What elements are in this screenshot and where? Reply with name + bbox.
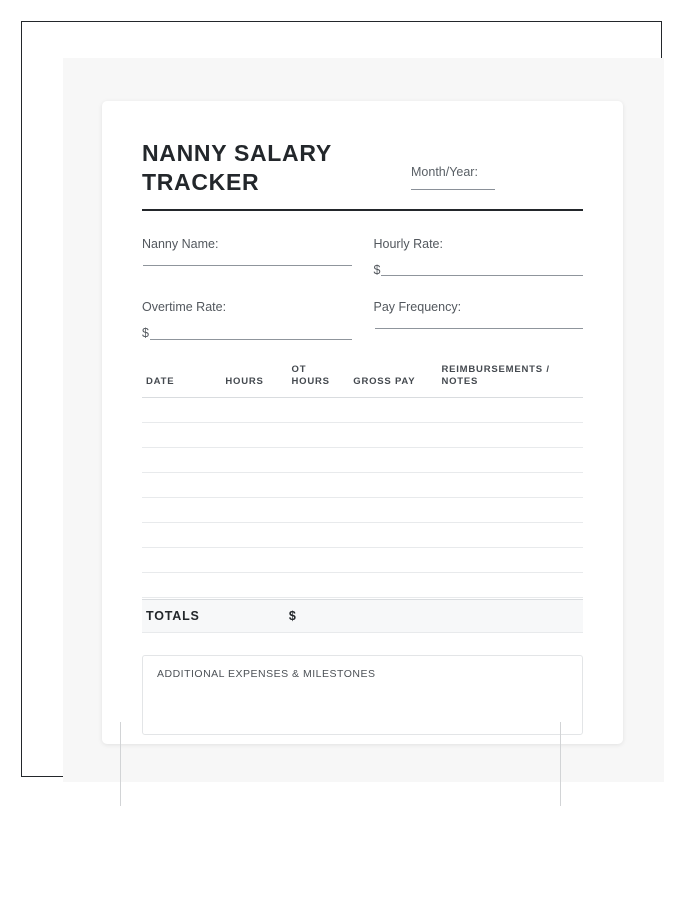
- hourly-rate-input-line[interactable]: [381, 274, 583, 276]
- hourly-rate-label: Hourly Rate:: [373, 236, 443, 251]
- table-row[interactable]: [142, 472, 583, 497]
- hourly-rate-currency-symbol: $: [373, 262, 381, 277]
- additional-expenses-box[interactable]: [142, 655, 583, 735]
- document-viewport-frame: [21, 21, 662, 777]
- table-header-row: [142, 364, 583, 397]
- cell-gross-pay[interactable]: [349, 422, 437, 447]
- overtime-rate-label: Overtime Rate:: [142, 300, 227, 315]
- table-row[interactable]: [142, 547, 583, 572]
- table-row[interactable]: [142, 497, 583, 522]
- document-sheet: [102, 101, 623, 744]
- cell-hours[interactable]: [221, 572, 287, 597]
- cell-gross-pay[interactable]: [349, 547, 437, 572]
- cell-hours[interactable]: [221, 547, 287, 572]
- column-header-ot-hours: OT HOURS: [291, 363, 330, 387]
- cell-gross-pay[interactable]: [349, 572, 437, 597]
- cell-ot-hours[interactable]: [288, 497, 350, 522]
- totals-label: TOTALS: [146, 608, 200, 623]
- cell-ot-hours[interactable]: [288, 522, 350, 547]
- cell-gross-pay[interactable]: [349, 522, 437, 547]
- cell-ot-hours[interactable]: [288, 397, 350, 422]
- cell-gross-pay[interactable]: [349, 472, 437, 497]
- cell-date[interactable]: [142, 522, 221, 547]
- month-year-field[interactable]: [411, 165, 583, 190]
- cell-notes[interactable]: [437, 447, 583, 472]
- cell-ot-hours[interactable]: [288, 447, 350, 472]
- table-row[interactable]: [142, 572, 583, 597]
- month-year-label: Month/Year:: [411, 165, 478, 179]
- nanny-name-label: Nanny Name:: [142, 236, 219, 251]
- pay-frequency-label: Pay Frequency:: [373, 300, 462, 315]
- cell-ot-hours[interactable]: [288, 472, 350, 497]
- column-header-date: DATE: [146, 375, 175, 387]
- table-row[interactable]: [142, 522, 583, 547]
- cell-date[interactable]: [142, 572, 221, 597]
- cell-date[interactable]: [142, 422, 221, 447]
- cell-date[interactable]: [142, 497, 221, 522]
- cell-notes[interactable]: [437, 472, 583, 497]
- page-clip-guide-right: [560, 722, 561, 806]
- additional-expenses-title: ADDITIONAL EXPENSES & MILESTONES: [157, 667, 376, 680]
- cell-ot-hours[interactable]: [288, 547, 350, 572]
- cell-notes[interactable]: [437, 522, 583, 547]
- page-clip-guide-left: [120, 722, 121, 806]
- cell-gross-pay[interactable]: [349, 397, 437, 422]
- salary-log-table: [142, 364, 583, 598]
- overtime-rate-field[interactable]: [142, 300, 352, 340]
- cell-ot-hours[interactable]: [288, 572, 350, 597]
- totals-row: [142, 599, 583, 633]
- cell-date[interactable]: [142, 547, 221, 572]
- column-header-gross-pay: GROSS PAY: [353, 375, 416, 387]
- cell-notes[interactable]: [437, 397, 583, 422]
- document-header: [142, 139, 583, 198]
- cell-hours[interactable]: [221, 522, 287, 547]
- cell-hours[interactable]: [221, 447, 287, 472]
- cell-hours[interactable]: [221, 472, 287, 497]
- cell-notes[interactable]: [437, 497, 583, 522]
- cell-hours[interactable]: [221, 497, 287, 522]
- fields-row-2: [142, 300, 583, 340]
- pay-frequency-input-line[interactable]: [375, 327, 584, 329]
- cell-hours[interactable]: [221, 422, 287, 447]
- nanny-name-input-line[interactable]: [143, 264, 352, 266]
- table-row[interactable]: [142, 447, 583, 472]
- column-header-reimbursements-notes: REIMBURSEMENTS / NOTES: [441, 363, 550, 387]
- overtime-rate-input-line[interactable]: [150, 338, 352, 340]
- cell-ot-hours[interactable]: [288, 422, 350, 447]
- overtime-rate-currency-symbol: $: [142, 326, 149, 341]
- month-year-input-line[interactable]: [411, 188, 495, 190]
- nanny-name-field[interactable]: [142, 237, 352, 277]
- hourly-rate-field[interactable]: [374, 237, 584, 277]
- table-row[interactable]: [142, 397, 583, 422]
- totals-gross-pay[interactable]: $: [288, 608, 296, 623]
- cell-date[interactable]: [142, 447, 221, 472]
- cell-notes[interactable]: [437, 547, 583, 572]
- cell-notes[interactable]: [437, 572, 583, 597]
- fields-row-1: [142, 237, 583, 277]
- table-row[interactable]: [142, 422, 583, 447]
- cell-gross-pay[interactable]: [349, 497, 437, 522]
- page-title: NANNY SALARY TRACKER: [142, 140, 332, 196]
- cell-notes[interactable]: [437, 422, 583, 447]
- column-header-hours: HOURS: [225, 375, 264, 387]
- fields-section: [142, 237, 583, 340]
- pay-frequency-field[interactable]: [374, 300, 584, 340]
- cell-date[interactable]: [142, 472, 221, 497]
- cell-hours[interactable]: [221, 397, 287, 422]
- cell-gross-pay[interactable]: [349, 447, 437, 472]
- title-divider: [142, 209, 583, 211]
- cell-date[interactable]: [142, 397, 221, 422]
